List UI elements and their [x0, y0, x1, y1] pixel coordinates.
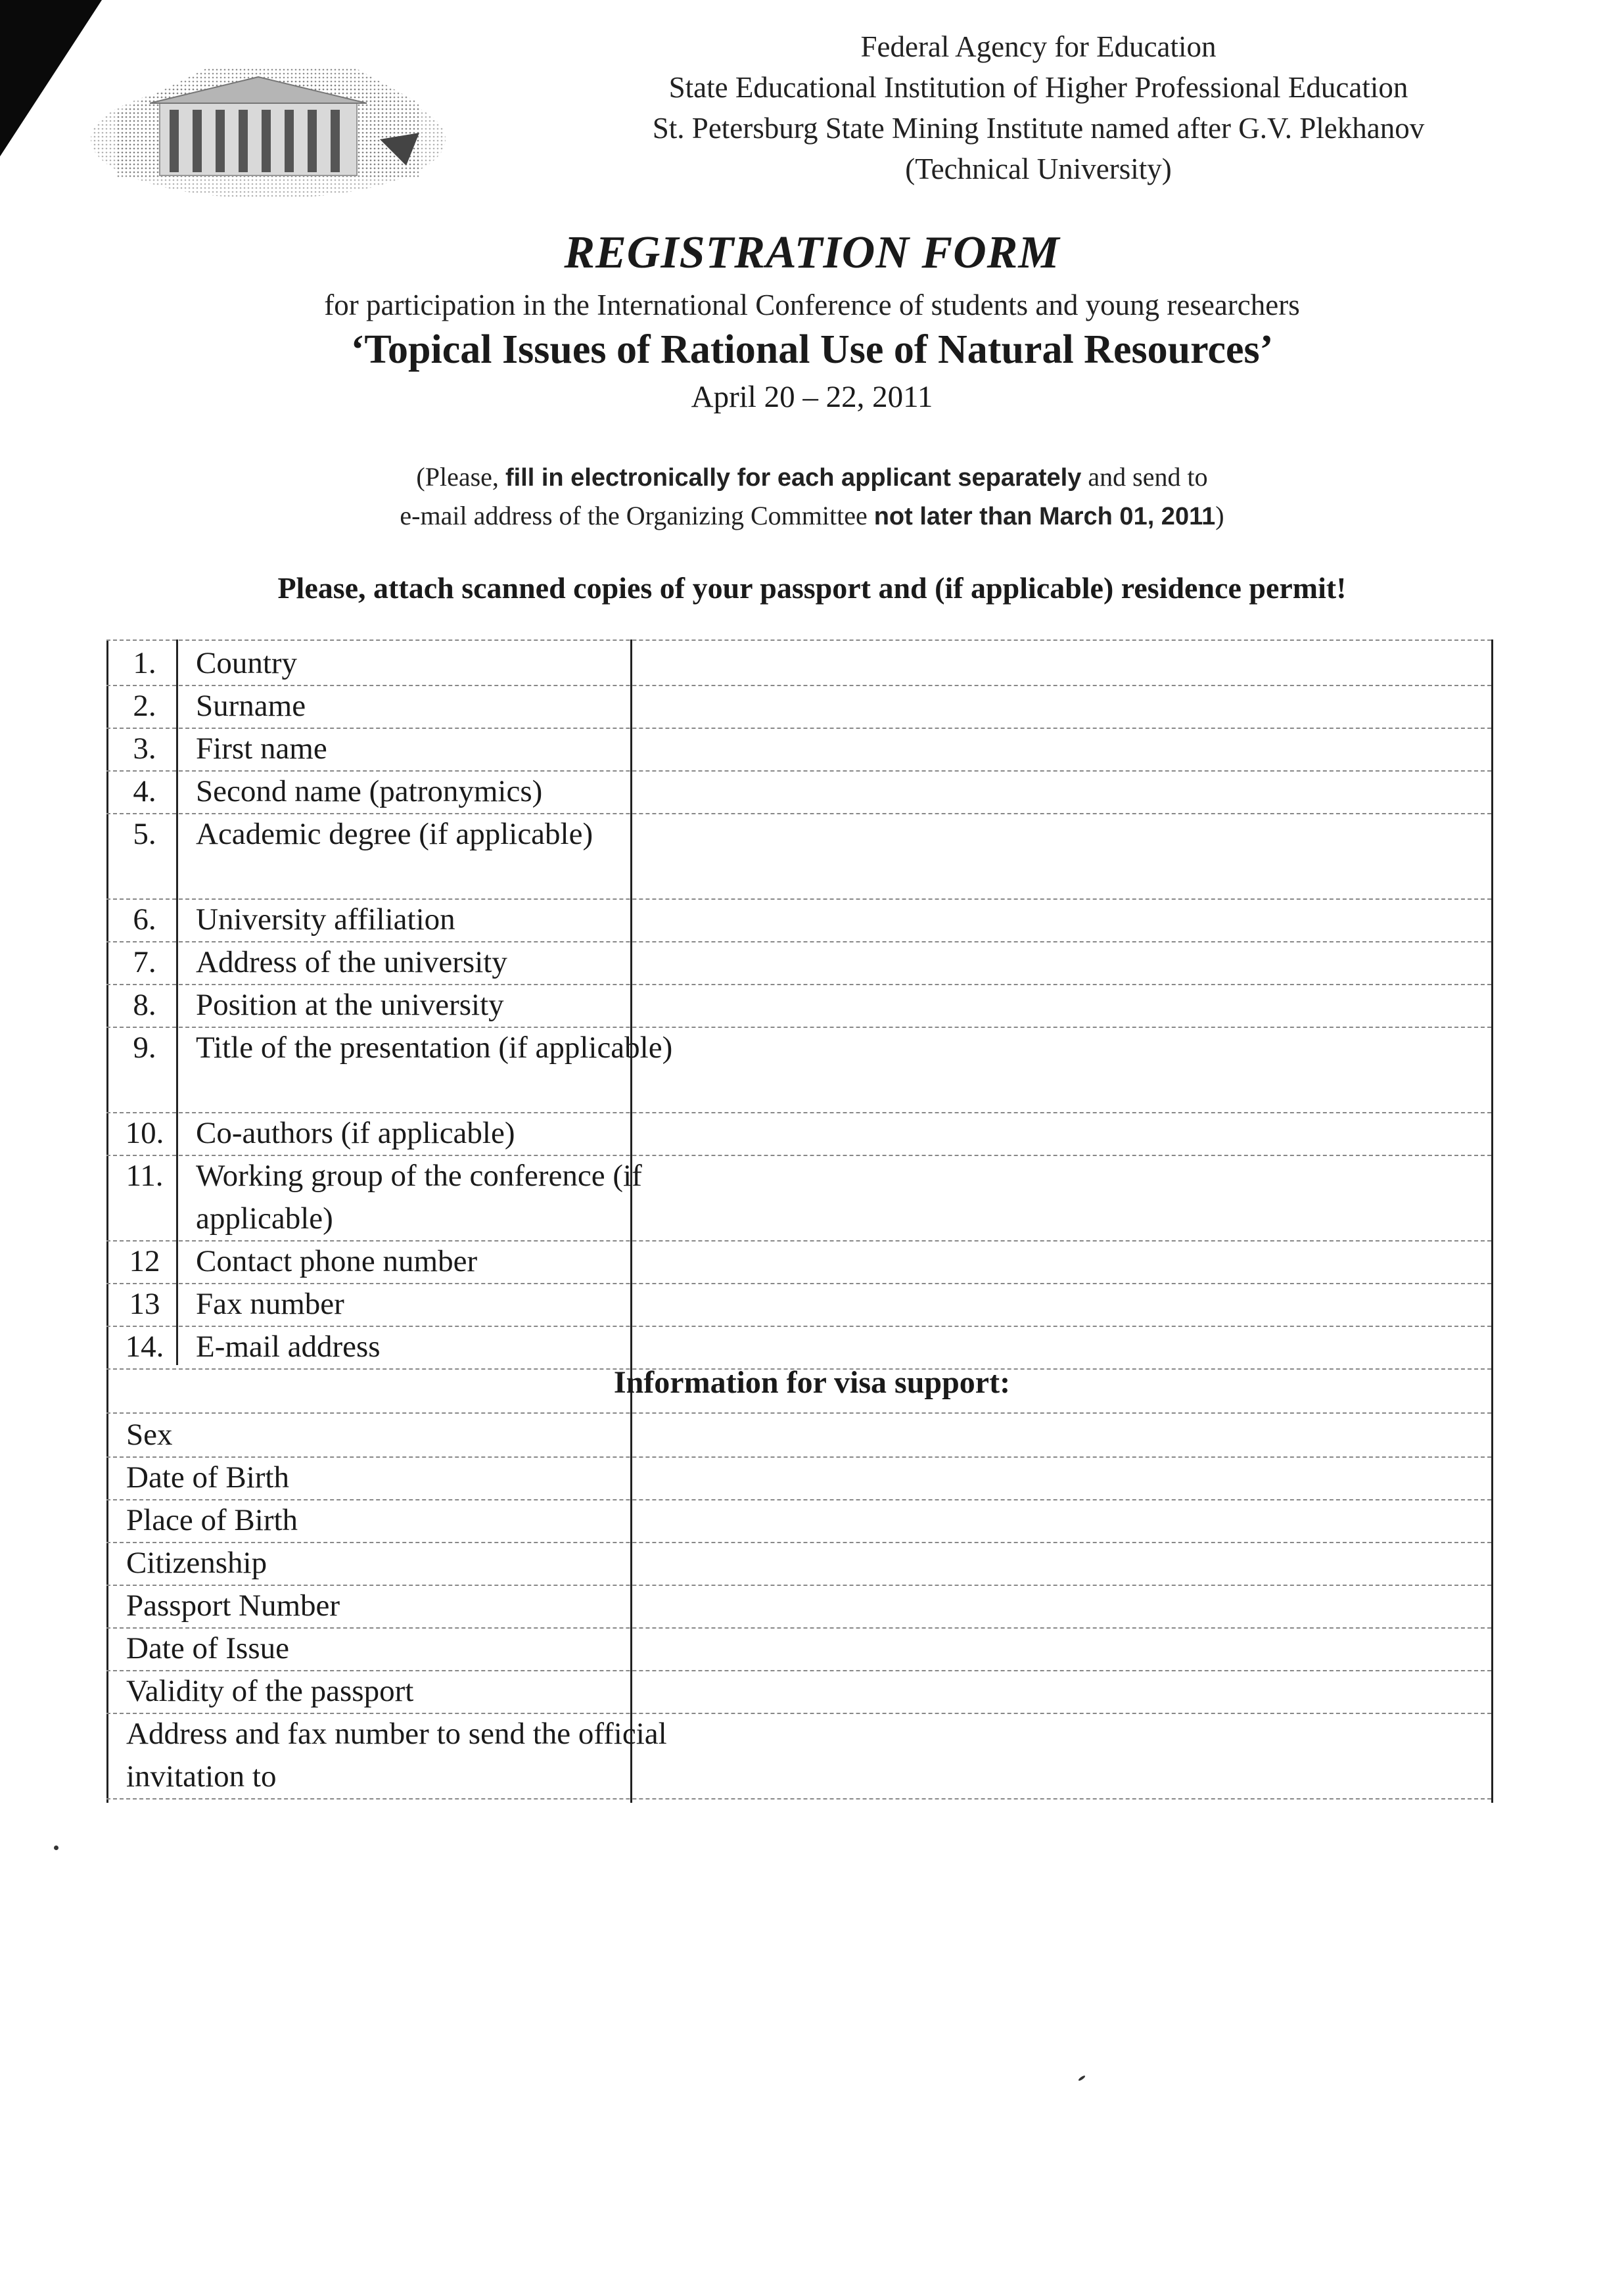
applicant-answer-field[interactable] — [632, 941, 1489, 984]
header-line: State Educational Institution of Higher Professional Education — [668, 71, 1408, 104]
row-number: 2. — [133, 689, 156, 723]
visa-answer-field[interactable] — [632, 1627, 1489, 1670]
row-label: First name — [196, 732, 327, 766]
visa-answer-field[interactable] — [632, 1542, 1489, 1585]
header-line: Federal Agency for Education — [860, 30, 1217, 63]
scan-speck — [1078, 2075, 1086, 2081]
row-label: Contact phone number — [196, 1244, 478, 1278]
applicant-answer-field[interactable] — [632, 685, 1489, 728]
instruction-text: e-mail address of the Organizing Committee — [400, 501, 874, 530]
form-subtitle: for participation in the International Conference of students and young researchers — [324, 289, 1300, 321]
row-label: Title of the presentation (if applicable) — [196, 1031, 673, 1065]
visa-row-label: Date of Issue — [126, 1631, 289, 1665]
applicant-answer-field[interactable] — [632, 770, 1489, 813]
row-label: University affiliation — [196, 902, 455, 937]
applicant-answer-field[interactable] — [632, 1112, 1489, 1155]
row-number: 10. — [125, 1116, 164, 1150]
form-title: REGISTRATION FORM — [564, 227, 1060, 278]
row-number: 4. — [133, 774, 156, 808]
visa-answer-field[interactable] — [632, 1499, 1489, 1542]
visa-row-label: Citizenship — [126, 1546, 267, 1580]
applicant-answer-field[interactable] — [632, 898, 1489, 941]
applicant-answer-field[interactable] — [632, 1326, 1489, 1368]
row-number: 11. — [126, 1159, 164, 1193]
visa-row-label: Address and fax number to send the official invitation to — [126, 1717, 667, 1794]
row-label: Position at the university — [196, 988, 504, 1022]
row-number: 8. — [133, 988, 156, 1022]
applicant-answer-field[interactable] — [632, 642, 1489, 685]
applicant-answer-field[interactable] — [632, 1283, 1489, 1326]
row-line — [106, 639, 1491, 641]
row-number: 13 — [129, 1287, 160, 1321]
row-label: Country — [196, 646, 298, 680]
applicant-answer-field[interactable] — [632, 1027, 1489, 1112]
row-line — [106, 1798, 1491, 1800]
row-label: Surname — [196, 689, 306, 723]
row-label: Academic degree (if applicable) — [196, 817, 593, 851]
row-label: E-mail address — [196, 1330, 381, 1364]
visa-answer-field[interactable] — [632, 1585, 1489, 1627]
visa-row-label: Date of Birth — [126, 1460, 289, 1495]
visa-answer-field[interactable] — [632, 1670, 1489, 1713]
institution-header — [480, 26, 1597, 189]
submission-instructions — [0, 458, 1624, 536]
registration-table — [106, 639, 1493, 1803]
row-number: 1. — [133, 646, 156, 680]
table-border-right — [1491, 639, 1493, 1803]
row-label: Second name (patronymics) — [196, 774, 543, 808]
applicant-answer-field[interactable] — [632, 813, 1489, 898]
row-number: 3. — [133, 732, 156, 766]
row-number: 9. — [133, 1031, 156, 1065]
instruction-text: ) — [1215, 501, 1224, 530]
institute-building-logo — [78, 41, 452, 198]
visa-answer-field[interactable] — [632, 1456, 1489, 1499]
scan-speck — [54, 1846, 58, 1850]
row-number: 14. — [125, 1330, 164, 1364]
row-number: 7. — [133, 945, 156, 979]
conference-dates: April 20 – 22, 2011 — [691, 380, 933, 414]
header-line: St. Petersburg State Mining Institute named after G.V. Plekhanov — [652, 112, 1425, 145]
attach-passport-note: Please, attach scanned copies of your passport and (if applicable) residence permit! — [277, 571, 1347, 605]
instruction-emphasis: fill in electronically for each applicant separately — [505, 464, 1082, 492]
row-number: 12 — [129, 1244, 160, 1278]
conference-title: ‘Topical Issues of Rational Use of Natural Resources’ — [350, 327, 1274, 372]
applicant-answer-field[interactable] — [632, 1240, 1489, 1283]
row-label: Fax number — [196, 1287, 344, 1321]
row-label: Address of the university — [196, 945, 507, 979]
applicant-answer-field[interactable] — [632, 728, 1489, 770]
instruction-text: and send to — [1081, 462, 1208, 492]
header-line: (Technical University) — [905, 152, 1172, 185]
row-number: 5. — [133, 817, 156, 851]
instruction-text: (Please, — [416, 462, 505, 492]
row-label: Working group of the conference (if applicable) — [196, 1159, 642, 1236]
row-label: Co-authors (if applicable) — [196, 1116, 515, 1150]
applicant-answer-field[interactable] — [632, 1155, 1489, 1240]
visa-section-heading: Information for visa support: — [613, 1365, 1011, 1400]
visa-answer-field[interactable] — [632, 1414, 1489, 1456]
visa-row-label: Validity of the passport — [126, 1674, 414, 1708]
row-number: 6. — [133, 902, 156, 937]
applicant-answer-field[interactable] — [632, 984, 1489, 1027]
visa-row-label: Passport Number — [126, 1589, 340, 1623]
instruction-deadline: not later than March 01, 2011 — [873, 503, 1216, 530]
visa-answer-field[interactable] — [632, 1713, 1489, 1798]
visa-row-label: Sex — [126, 1418, 173, 1452]
visa-row-label: Place of Birth — [126, 1503, 298, 1537]
